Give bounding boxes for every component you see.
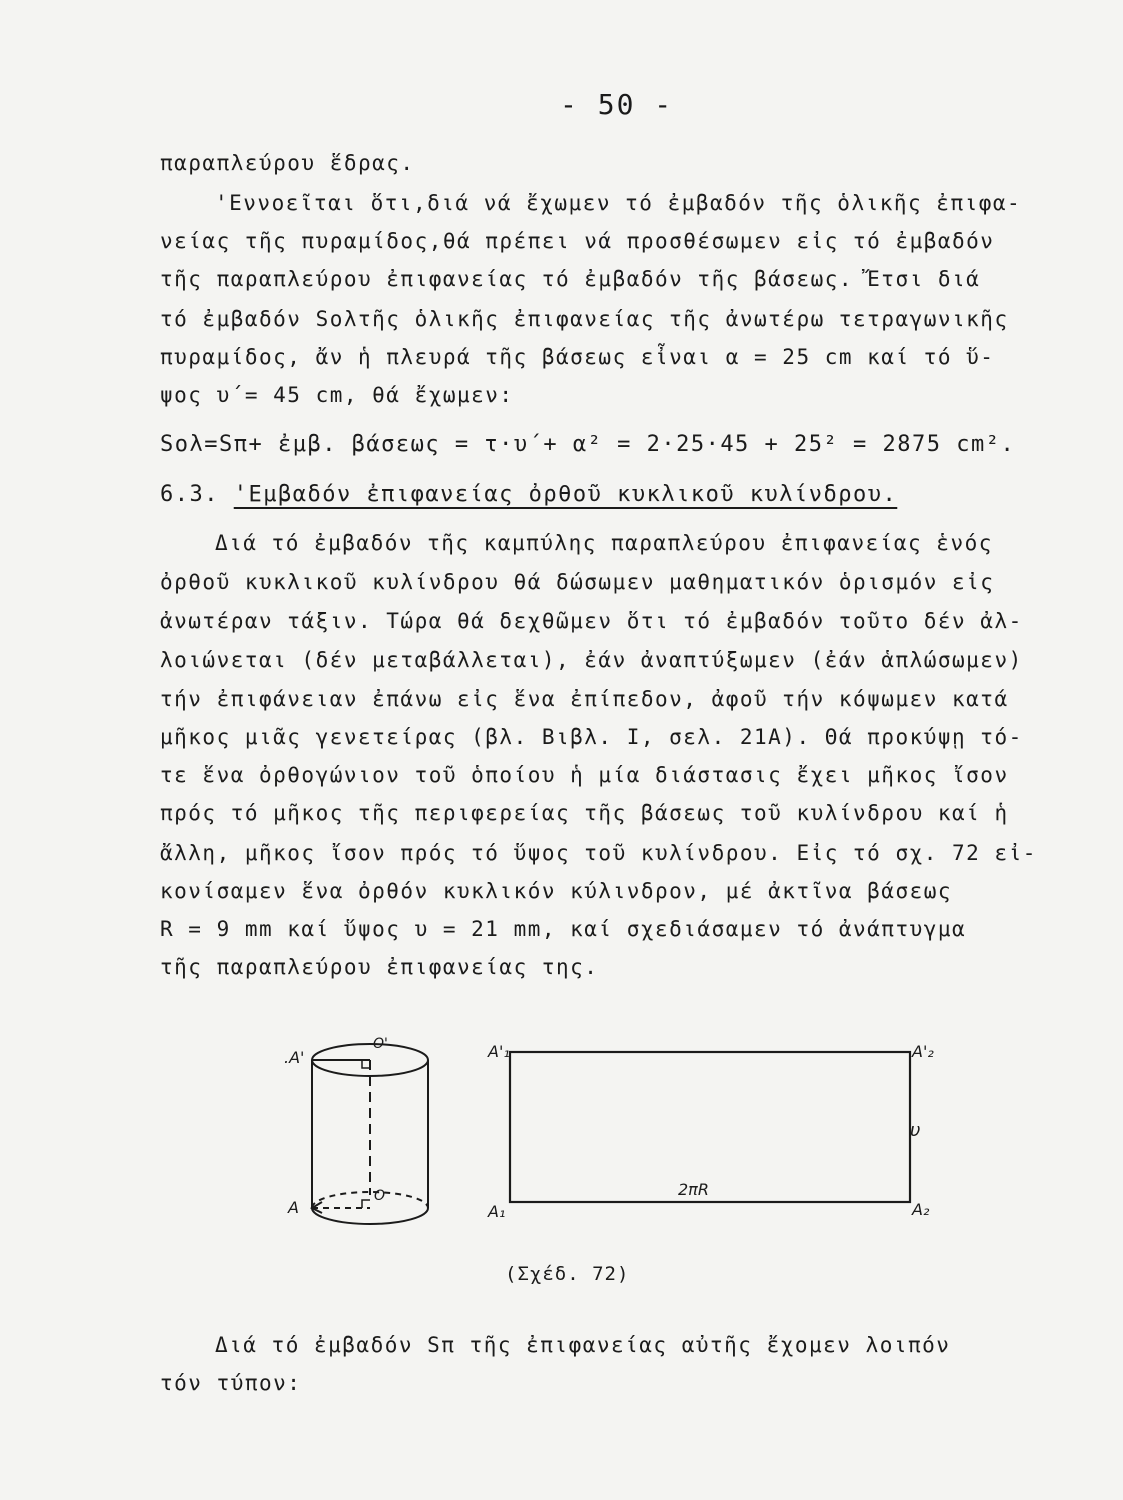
text-line-1: παραπλεύρου ἕδρας. [160,151,415,175]
text-line-13: μῆκος μιᾶς γενετείρας (βλ. Βιβλ. I, σελ. 21A). Θά προκύψῃ τό- [160,725,1023,749]
formula-line: Sολ=Sπ+ ἐμβ. βάσεως = τ·υ΄+ α² = 2·25·45 + 25² = 2875 cm². [160,432,1016,457]
text-line-19: τῆς παραπλεύρου ἐπιφανείας της. [160,955,599,979]
page-number: - 50 - [560,88,674,121]
text-line-6: πυραμίδος, ἄν ἡ πλευρά τῆς βάσεως εἶναι α = 25 cm καί τό ὕ- [160,345,995,369]
text-line-2: 'Εννοεῖται ὅτι,διά νά ἔχωμεν τό ἐμβαδόν τῆς ὁλικῆς ἐπιφα- [215,191,1022,215]
text-line-16: ἄλλη, μῆκος ἴσον πρός τό ὕψος τοῦ κυλίνδρου. Εἰς τό σχ. 72 εἰ- [160,841,1037,865]
label-O: O [374,1188,386,1204]
label-A2-prime: A'₂ [912,1042,934,1061]
text-line-9: ὀρθοῦ κυκλικοῦ κυλίνδρου θά δώσωμεν μαθηματικόν ὁρισμόν εἰς [160,570,995,594]
text-line-3: νείας τῆς πυραμίδος,θά πρέπει νά προσθέσωμεν εἰς τό ἐμβαδόν [160,229,995,253]
label-O-prime: O' [373,1036,388,1052]
text-line-17: κονίσαμεν ἕνα ὀρθόν κυκλικόν κύλινδρον, μέ ἀκτῖνα βάσεως [160,879,953,903]
figure-caption: (Σχέδ. 72) [505,1263,630,1285]
section-heading [160,482,897,507]
cylinder-drawing [312,1044,428,1224]
label-A2: A₂ [912,1200,930,1219]
development-rectangle [510,1052,910,1202]
right-angle-top [362,1060,370,1068]
text-line-12: τήν ἐπιφάνειαν ἐπάνω εἰς ἕνα ἐπίπεδον, ἀφοῦ τήν κόψωμεν κατά [160,687,1009,711]
label-A-prime: .A' [284,1048,305,1067]
label-height-u: υ [910,1120,921,1141]
text-line-21: τόν τύπον: [160,1371,302,1395]
text-line-4: τῆς παραπλεύρου ἐπιφανείας τό ἐμβαδόν τῆς βάσεως. Ἔτσι διά [160,267,981,291]
figure-drawing [270,1030,970,1260]
figure-72 [270,1030,970,1260]
cylinder-bottom-front-arc [312,1208,428,1224]
label-circumference-2piR: 2πR [678,1180,709,1199]
text-line-11: λοιώνεται (δέν μεταβάλλεται), ἐάν ἀναπτύξωμεν (ἐάν ἁπλώσωμεν) [160,648,1023,672]
section-title: 'Εμβαδόν ἐπιφανείας ὀρθοῦ κυκλικοῦ κυλίνδρου. [233,482,898,507]
right-angle-bottom [362,1200,370,1208]
section-number: 6.3. [160,482,219,507]
text-line-14: τε ἕνα ὀρθογώνιον τοῦ ὁποίου ἡ μία διάστασις ἔχει μῆκος ἴσον [160,763,1009,787]
text-line-7: ψος υ΄= 45 cm, θά ἔχωμεν: [160,383,514,407]
text-line-18: R = 9 mm καί ὕψος υ = 21 mm, καί σχεδιάσαμεν τό ἀνάπτυγμα [160,917,967,941]
text-line-5: τό ἐμβαδόν Sολτῆς ὁλικῆς ἐπιφανείας τῆς ἀνωτέρω τετραγωνικῆς [160,307,1009,331]
text-line-8: Διά τό ἐμβαδόν τῆς καμπύλης παραπλεύρου ἐπιφανείας ἑνός [215,531,993,555]
label-A1: A₁ [488,1202,506,1221]
text-line-20: Διά τό ἐμβαδόν Sπ τῆς ἐπιφανείας αὐτῆς ἔχομεν λοιπόν [215,1333,951,1357]
label-A1-prime: A'₁ [488,1042,510,1061]
text-line-10: ἀνωτέραν τάξιν. Τώρα θά δεχθῶμεν ὅτι τό ἐμβαδόν τοῦτο δέν ἀλ- [160,609,1023,633]
label-A: A [288,1198,299,1217]
text-line-15: πρός τό μῆκος τῆς περιφερείας τῆς βάσεως τοῦ κυλίνδρου καί ἡ [160,801,1009,825]
